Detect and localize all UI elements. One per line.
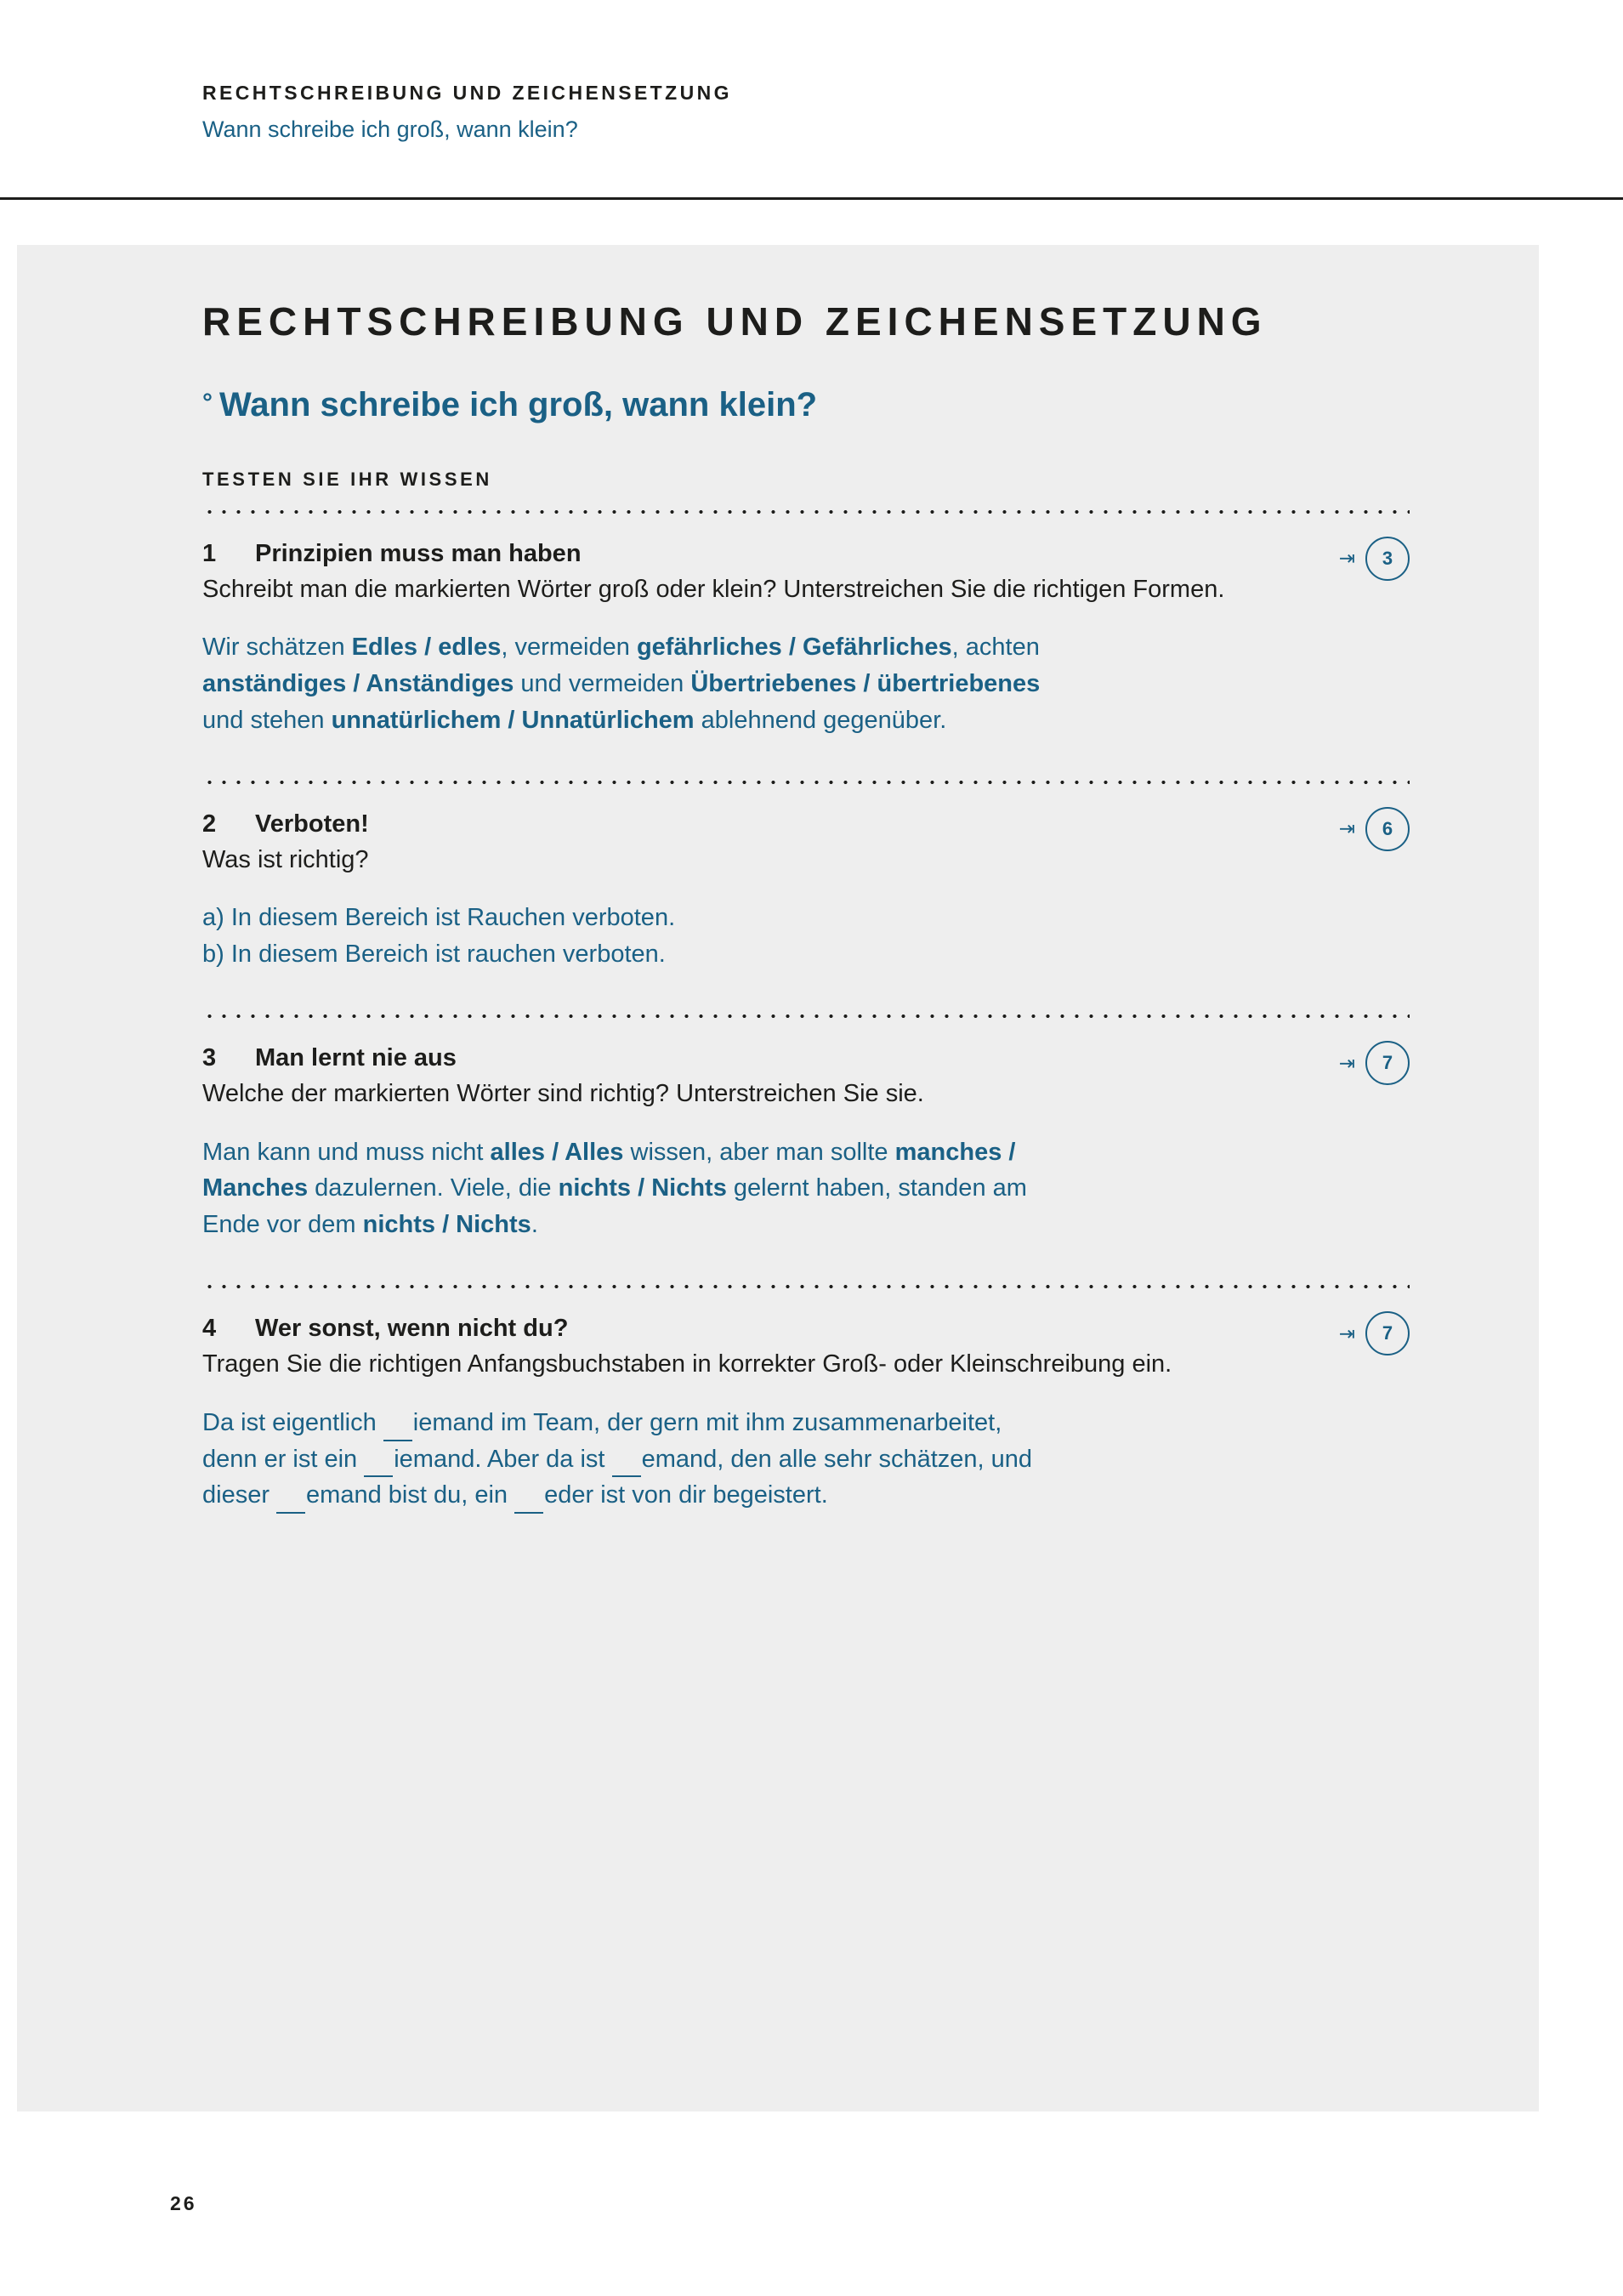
page-number: 26: [170, 2192, 197, 2214]
exercise-item: [202, 514, 1410, 761]
points-value: 7: [1365, 1041, 1410, 1085]
points-value: 3: [1365, 537, 1410, 581]
fill-in-blank[interactable]: [364, 1457, 393, 1477]
exercise-body: [202, 629, 1265, 739]
fill-in-blank[interactable]: [612, 1457, 641, 1477]
exercise-body-line: und stehen unnatürlichem / Unnatürlichem ablehnend gegenüber.: [202, 706, 947, 734]
exercise-heading: [202, 809, 1410, 839]
section-kicker: TESTEN SIE IHR WISSEN: [202, 468, 492, 490]
exercise-number: 3: [202, 1044, 217, 1072]
points-value: 6: [1365, 807, 1410, 851]
exercise-heading: [202, 1043, 1410, 1073]
exercise-number: 1: [202, 539, 217, 567]
exercise-item: [202, 785, 1410, 995]
exercise-item: [202, 1289, 1410, 1536]
exercise-number: 4: [202, 1315, 217, 1343]
exercise-body-line: Wir schätzen Edles / edles, vermeiden gefährliches / Gefährliches, achten: [202, 634, 1040, 662]
points-badge: [1339, 1311, 1410, 1355]
points-badge: [1339, 807, 1410, 851]
exercise-body-line: denn er ist ein iemand. Aber da ist emand, den alle sehr schätzen, und: [202, 1441, 1265, 1478]
exercise-body-line: Da ist eigentlich iemand im Team, der gern mit ihm zusammenarbeitet,: [202, 1405, 1265, 1441]
fill-in-blank[interactable]: [383, 1421, 412, 1441]
exercise-body-line: Ende vor dem nichts / Nichts.: [202, 1211, 538, 1239]
exercise-body-line: Manches dazulernen. Viele, die nichts / Nichts gelernt haben, standen am: [202, 1174, 1027, 1202]
exercise-item: [202, 1019, 1410, 1265]
points-badge: [1339, 537, 1410, 581]
scissors-icon: ⇥: [1338, 1051, 1355, 1074]
exercise-body-line: Man kann und muss nicht alles / Alles wissen, aber man sollte manches /: [202, 1138, 1016, 1166]
exercise-body-line: dieser emand bist du, ein eder ist von dir begeistert.: [202, 1477, 1265, 1514]
running-head-chapter: RECHTSCHREIBUNG UND ZEICHENSETZUNG: [202, 82, 732, 104]
exercise-body: [202, 900, 1265, 973]
exercise-instruction: Schreibt man die markierten Wörter groß oder klein? Unterstreichen Sie die richtigen Formen.: [202, 575, 1225, 603]
exercise-instruction: Tragen Sie die richtigen Anfangsbuchstaben in korrekter Groß- oder Kleinschreibung ein.: [202, 1350, 1172, 1378]
scissors-icon: ⇥: [1338, 817, 1355, 840]
exercise-option: a) In diesem Bereich ist Rauchen verboten.: [202, 904, 676, 932]
exercise-option: b) In diesem Bereich ist rauchen verboten.: [202, 941, 666, 969]
exercise-heading: [202, 1313, 1410, 1344]
exercise-heading: [202, 538, 1410, 569]
points-badge: [1339, 1041, 1410, 1085]
running-head: [202, 82, 1393, 143]
exercise-title: Prinzipien muss man haben: [255, 539, 582, 567]
exercise-instruction: Was ist richtig?: [202, 846, 369, 874]
exercise-instruction: Welche der markierten Wörter sind richtig? Unterstreichen Sie sie.: [202, 1080, 924, 1108]
content-area: [202, 296, 1410, 1536]
running-head-section: Wann schreibe ich groß, wann klein?: [202, 116, 578, 142]
section-bullet-icon: °: [202, 388, 213, 417]
header-divider: [0, 197, 1623, 200]
exercise-number: 2: [202, 810, 217, 838]
exercise-body: [202, 1134, 1265, 1244]
exercise-body: [202, 1405, 1265, 1515]
exercise-title: Man lernt nie aus: [255, 1044, 457, 1072]
fill-in-blank[interactable]: [276, 1493, 305, 1514]
section-title: Wann schreibe ich groß, wann klein?: [219, 385, 818, 423]
exercise-title: Wer sonst, wenn nicht du?: [255, 1315, 569, 1343]
chapter-title: RECHTSCHREIBUNG UND ZEICHENSETZUNG: [202, 299, 1268, 344]
points-value: 7: [1365, 1311, 1410, 1355]
exercise-title: Verboten!: [255, 810, 369, 838]
section-title-row: [202, 385, 1410, 424]
exercise-body-line: anständiges / Anständiges und vermeiden Übertriebenes / übertriebenes: [202, 670, 1041, 698]
scissors-icon: ⇥: [1338, 547, 1355, 570]
scissors-icon: ⇥: [1338, 1321, 1355, 1344]
fill-in-blank[interactable]: [514, 1493, 543, 1514]
